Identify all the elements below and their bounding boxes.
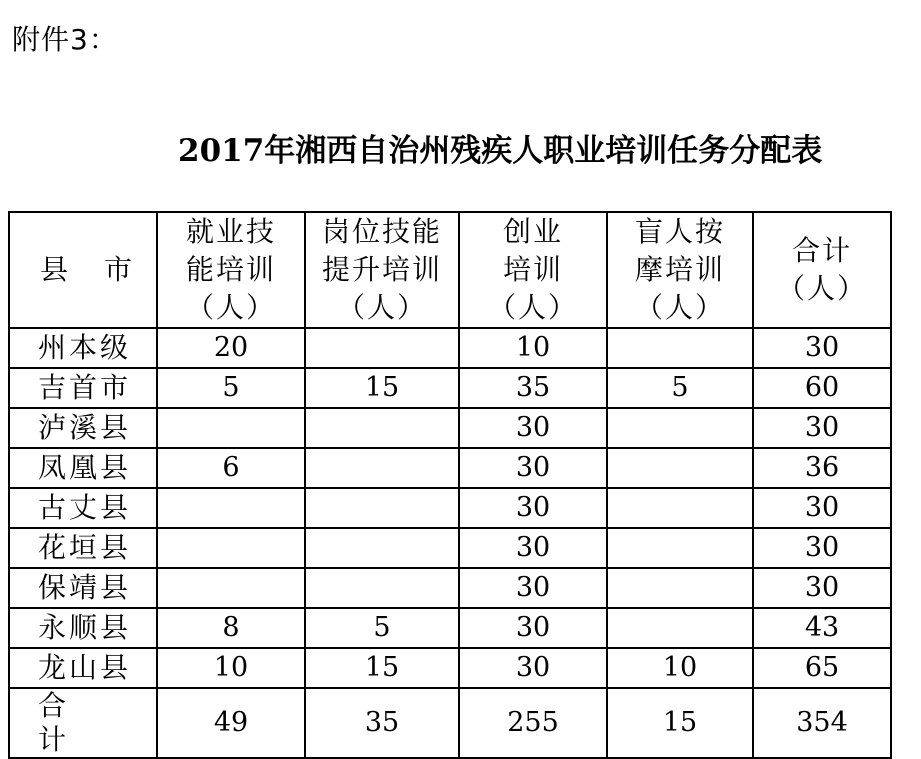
post-skill-value: 5 — [305, 608, 459, 648]
table-row — [9, 368, 891, 408]
header-line: 合计 — [791, 234, 852, 267]
total-value: 36 — [753, 448, 891, 488]
header-line: （人） — [336, 291, 427, 324]
employment-skill-value: 49 — [157, 688, 305, 758]
header-line: 就业技 — [185, 215, 276, 248]
header-employment-skill-training — [157, 212, 305, 328]
header-county-city — [9, 212, 157, 328]
post-skill-value — [305, 448, 459, 488]
post-skill-value: 15 — [305, 648, 459, 688]
entrepreneurship-value: 30 — [459, 488, 607, 528]
allocation-table-wrapper — [8, 211, 892, 759]
header-line: （人） — [185, 291, 276, 324]
total-value: 30 — [753, 528, 891, 568]
total-value: 43 — [753, 608, 891, 648]
employment-skill-value — [157, 528, 305, 568]
post-skill-value — [305, 488, 459, 528]
row-name: 古丈县 — [9, 488, 157, 528]
post-skill-value — [305, 568, 459, 608]
header-post-skill-training — [305, 212, 459, 328]
header-line: 培训 — [502, 253, 563, 286]
post-skill-value: 35 — [305, 688, 459, 758]
header-entrepreneurship-training — [459, 212, 607, 328]
blind-massage-value — [607, 408, 753, 448]
blind-massage-value: 15 — [607, 688, 753, 758]
row-name: 永顺县 — [9, 608, 157, 648]
row-name: 州本级 — [9, 328, 157, 368]
entrepreneurship-value: 30 — [459, 568, 607, 608]
header-line: 盲人按 — [634, 215, 725, 248]
blind-massage-value — [607, 488, 753, 528]
employment-skill-value — [157, 568, 305, 608]
row-name: 凤凰县 — [9, 448, 157, 488]
entrepreneurship-value: 10 — [459, 328, 607, 368]
header-line: 能培训 — [185, 253, 276, 286]
table-header-row — [9, 212, 891, 328]
table-row — [9, 648, 891, 688]
header-line: 岗位技能 — [321, 215, 442, 248]
total-value: 30 — [753, 568, 891, 608]
blind-massage-value: 5 — [607, 368, 753, 408]
entrepreneurship-value: 30 — [459, 608, 607, 648]
table-row — [9, 608, 891, 648]
total-value: 30 — [753, 488, 891, 528]
employment-skill-value: 10 — [157, 648, 305, 688]
entrepreneurship-value: 30 — [459, 528, 607, 568]
employment-skill-value — [157, 408, 305, 448]
header-line: （人） — [487, 291, 578, 324]
row-name: 花垣县 — [9, 528, 157, 568]
document-title: 2017年湘西自治州残疾人职业培训任务分配表 — [178, 133, 823, 169]
blind-massage-value — [607, 568, 753, 608]
allocation-table — [8, 211, 892, 759]
post-skill-value — [305, 328, 459, 368]
table-row — [9, 488, 891, 528]
employment-skill-value: 8 — [157, 608, 305, 648]
table-row — [9, 528, 891, 568]
employment-skill-value: 20 — [157, 328, 305, 368]
total-value: 60 — [753, 368, 891, 408]
blind-massage-value — [607, 608, 753, 648]
header-total — [753, 212, 891, 328]
post-skill-value — [305, 408, 459, 448]
table-row — [9, 408, 891, 448]
entrepreneurship-value: 30 — [459, 408, 607, 448]
row-name-total: 合 计 — [9, 688, 157, 758]
entrepreneurship-value: 30 — [459, 648, 607, 688]
post-skill-value — [305, 528, 459, 568]
employment-skill-value: 6 — [157, 448, 305, 488]
header-line: 摩培训 — [634, 253, 725, 286]
employment-skill-value: 5 — [157, 368, 305, 408]
total-value: 30 — [753, 408, 891, 448]
blind-massage-value: 10 — [607, 648, 753, 688]
table-row — [9, 568, 891, 608]
header-line: 提升培训 — [321, 253, 442, 286]
header-county-city-line: 县 市 — [40, 253, 137, 286]
row-name: 泸溪县 — [9, 408, 157, 448]
total-value: 65 — [753, 648, 891, 688]
entrepreneurship-value: 255 — [459, 688, 607, 758]
attachment-label: 附件3： — [12, 23, 118, 56]
blind-massage-value — [607, 328, 753, 368]
header-blind-massage-training — [607, 212, 753, 328]
row-name: 龙山县 — [9, 648, 157, 688]
entrepreneurship-value: 30 — [459, 448, 607, 488]
row-name: 保靖县 — [9, 568, 157, 608]
header-line: 创业 — [502, 215, 563, 248]
post-skill-value: 15 — [305, 368, 459, 408]
employment-skill-value — [157, 488, 305, 528]
blind-massage-value — [607, 448, 753, 488]
header-line: （人） — [776, 272, 867, 305]
header-line: （人） — [634, 291, 725, 324]
total-value: 354 — [753, 688, 891, 758]
table-row — [9, 328, 891, 368]
total-value: 30 — [753, 328, 891, 368]
row-name: 吉首市 — [9, 368, 157, 408]
blind-massage-value — [607, 528, 753, 568]
table-row — [9, 448, 891, 488]
entrepreneurship-value: 35 — [459, 368, 607, 408]
